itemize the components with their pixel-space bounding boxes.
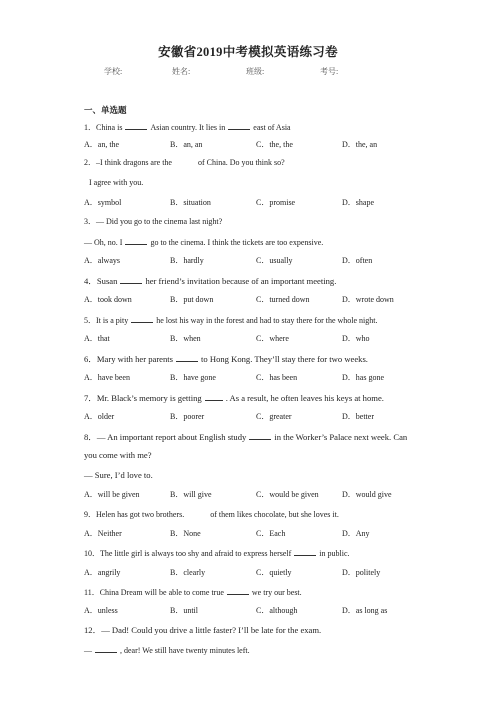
option-c[interactable]: C．Each xyxy=(256,529,286,538)
option-d[interactable]: D．the, an xyxy=(342,140,378,149)
option-a[interactable]: A．an, the xyxy=(84,140,120,149)
question-3-reply: — Oh, no. I go to the cinema. I think the tickets are too expensive. xyxy=(84,238,324,247)
option-c[interactable]: C．usually xyxy=(256,256,293,265)
question-1: 1．China is Asian country. It lies in east of Asia xyxy=(84,123,291,132)
option-a[interactable]: A．that xyxy=(84,334,110,343)
option-b[interactable]: B．poorer xyxy=(170,412,205,421)
option-d[interactable]: D．often xyxy=(342,256,373,265)
option-a[interactable]: A．unless xyxy=(84,606,118,615)
question-4: 4．Susan her friend’s invitation because of an important meeting. xyxy=(84,276,337,286)
options-11 xyxy=(84,605,424,616)
answer-blank xyxy=(227,586,249,595)
option-d[interactable]: D．Any xyxy=(342,529,370,538)
answer-blank xyxy=(205,392,223,401)
option-c[interactable]: C．although xyxy=(256,606,298,615)
question-10: 10．The little girl is always too shy and afraid to express herself in public. xyxy=(84,549,350,558)
option-a[interactable]: A．Neither xyxy=(84,529,122,538)
question-11: 11．China Dream will be able to come true we try our best. xyxy=(84,588,302,597)
option-d[interactable]: D．politely xyxy=(342,568,381,577)
option-c[interactable]: C．turned down xyxy=(256,295,310,304)
options-3 xyxy=(84,255,424,266)
answer-blank xyxy=(228,121,250,130)
options-9 xyxy=(84,528,424,539)
option-a[interactable]: A．took down xyxy=(84,295,132,304)
answer-blank xyxy=(176,353,198,362)
option-d[interactable]: D．shape xyxy=(342,198,374,207)
options-7 xyxy=(84,411,424,422)
option-a[interactable]: A．will be given xyxy=(84,490,140,499)
option-d[interactable]: D．who xyxy=(342,334,370,343)
option-c[interactable]: C．promise xyxy=(256,198,296,207)
question-8: 8．— An important report about English study in the Worker’s Palace next week. Can xyxy=(84,432,408,442)
number-label: 考号: xyxy=(320,67,339,76)
answer-blank xyxy=(125,236,147,245)
option-d[interactable]: D．would give xyxy=(342,490,392,499)
option-c[interactable]: C．would be given xyxy=(256,490,319,499)
answer-blank xyxy=(95,644,117,653)
option-c[interactable]: C．greater xyxy=(256,412,292,421)
question-3: 3．— Did you go to the cinema last night? xyxy=(84,217,223,226)
question-5: 5．It is a pity he lost his way in the forest and had to stay there for the whole night. xyxy=(84,316,378,325)
options-2 xyxy=(84,197,424,208)
student-info-row xyxy=(0,66,496,80)
option-c[interactable]: C．the, the xyxy=(256,140,293,149)
answer-blank xyxy=(125,121,147,130)
options-10 xyxy=(84,567,424,578)
option-b[interactable]: B．will give xyxy=(170,490,212,499)
option-a[interactable]: A．angrily xyxy=(84,568,121,577)
option-b[interactable]: B．put down xyxy=(170,295,214,304)
option-d[interactable]: D．as long as xyxy=(342,606,388,615)
answer-blank xyxy=(294,547,316,556)
school-label: 学校: xyxy=(104,67,123,76)
option-d[interactable]: D．better xyxy=(342,412,374,421)
option-c[interactable]: C．has been xyxy=(256,373,298,382)
question-6: 6．Mary with her parents to Hong Kong. They’ll stay there for two weeks. xyxy=(84,354,368,364)
option-c[interactable]: C．quietly xyxy=(256,568,292,577)
option-b[interactable]: B．when xyxy=(170,334,201,343)
option-a[interactable]: A．older xyxy=(84,412,115,421)
options-4 xyxy=(84,294,424,305)
options-5 xyxy=(84,333,424,344)
option-b[interactable]: B．until xyxy=(170,606,199,615)
options-1 xyxy=(84,139,424,150)
option-b[interactable]: B．have gone xyxy=(170,373,216,382)
option-a[interactable]: A．symbol xyxy=(84,198,122,207)
option-d[interactable]: D．has gone xyxy=(342,373,384,382)
answer-blank xyxy=(249,431,271,440)
option-a[interactable]: A．always xyxy=(84,256,120,265)
option-b[interactable]: B．an, an xyxy=(170,140,203,149)
question-2: 2．–I think dragons are the of China. Do you think so? xyxy=(84,158,285,167)
question-7: 7．Mr. Black’s memory is getting . As a result, he often leaves his keys at home. xyxy=(84,393,384,403)
name-label: 姓名: xyxy=(172,67,191,76)
option-a[interactable]: A．have been xyxy=(84,373,130,382)
options-8 xyxy=(84,489,424,500)
option-b[interactable]: B．hardly xyxy=(170,256,204,265)
question-12: 12．— Dad! Could you drive a little faster? I’ll be late for the exam. xyxy=(84,625,322,635)
page-title: 安徽省2019中考模拟英语练习卷 xyxy=(158,45,338,59)
question-8-continued: you come with me? xyxy=(84,450,152,460)
question-2-reply: I agree with you. xyxy=(89,178,144,187)
options-6 xyxy=(84,372,424,383)
option-b[interactable]: B．situation xyxy=(170,198,211,207)
question-9: 9．Helen has got two brothers. of them likes chocolate, but she loves it. xyxy=(84,510,339,519)
option-b[interactable]: B．None xyxy=(170,529,201,538)
section-heading: 一、单选题 xyxy=(84,105,127,115)
question-8-reply: — Sure, I’d love to. xyxy=(84,470,153,480)
class-label: 班级: xyxy=(246,67,265,76)
option-c[interactable]: C．where xyxy=(256,334,289,343)
question-12-reply: — , dear! We still have twenty minutes left. xyxy=(84,646,250,655)
answer-blank xyxy=(131,314,153,323)
answer-blank xyxy=(120,275,142,284)
option-b[interactable]: B．clearly xyxy=(170,568,206,577)
option-d[interactable]: D．wrote down xyxy=(342,295,394,304)
